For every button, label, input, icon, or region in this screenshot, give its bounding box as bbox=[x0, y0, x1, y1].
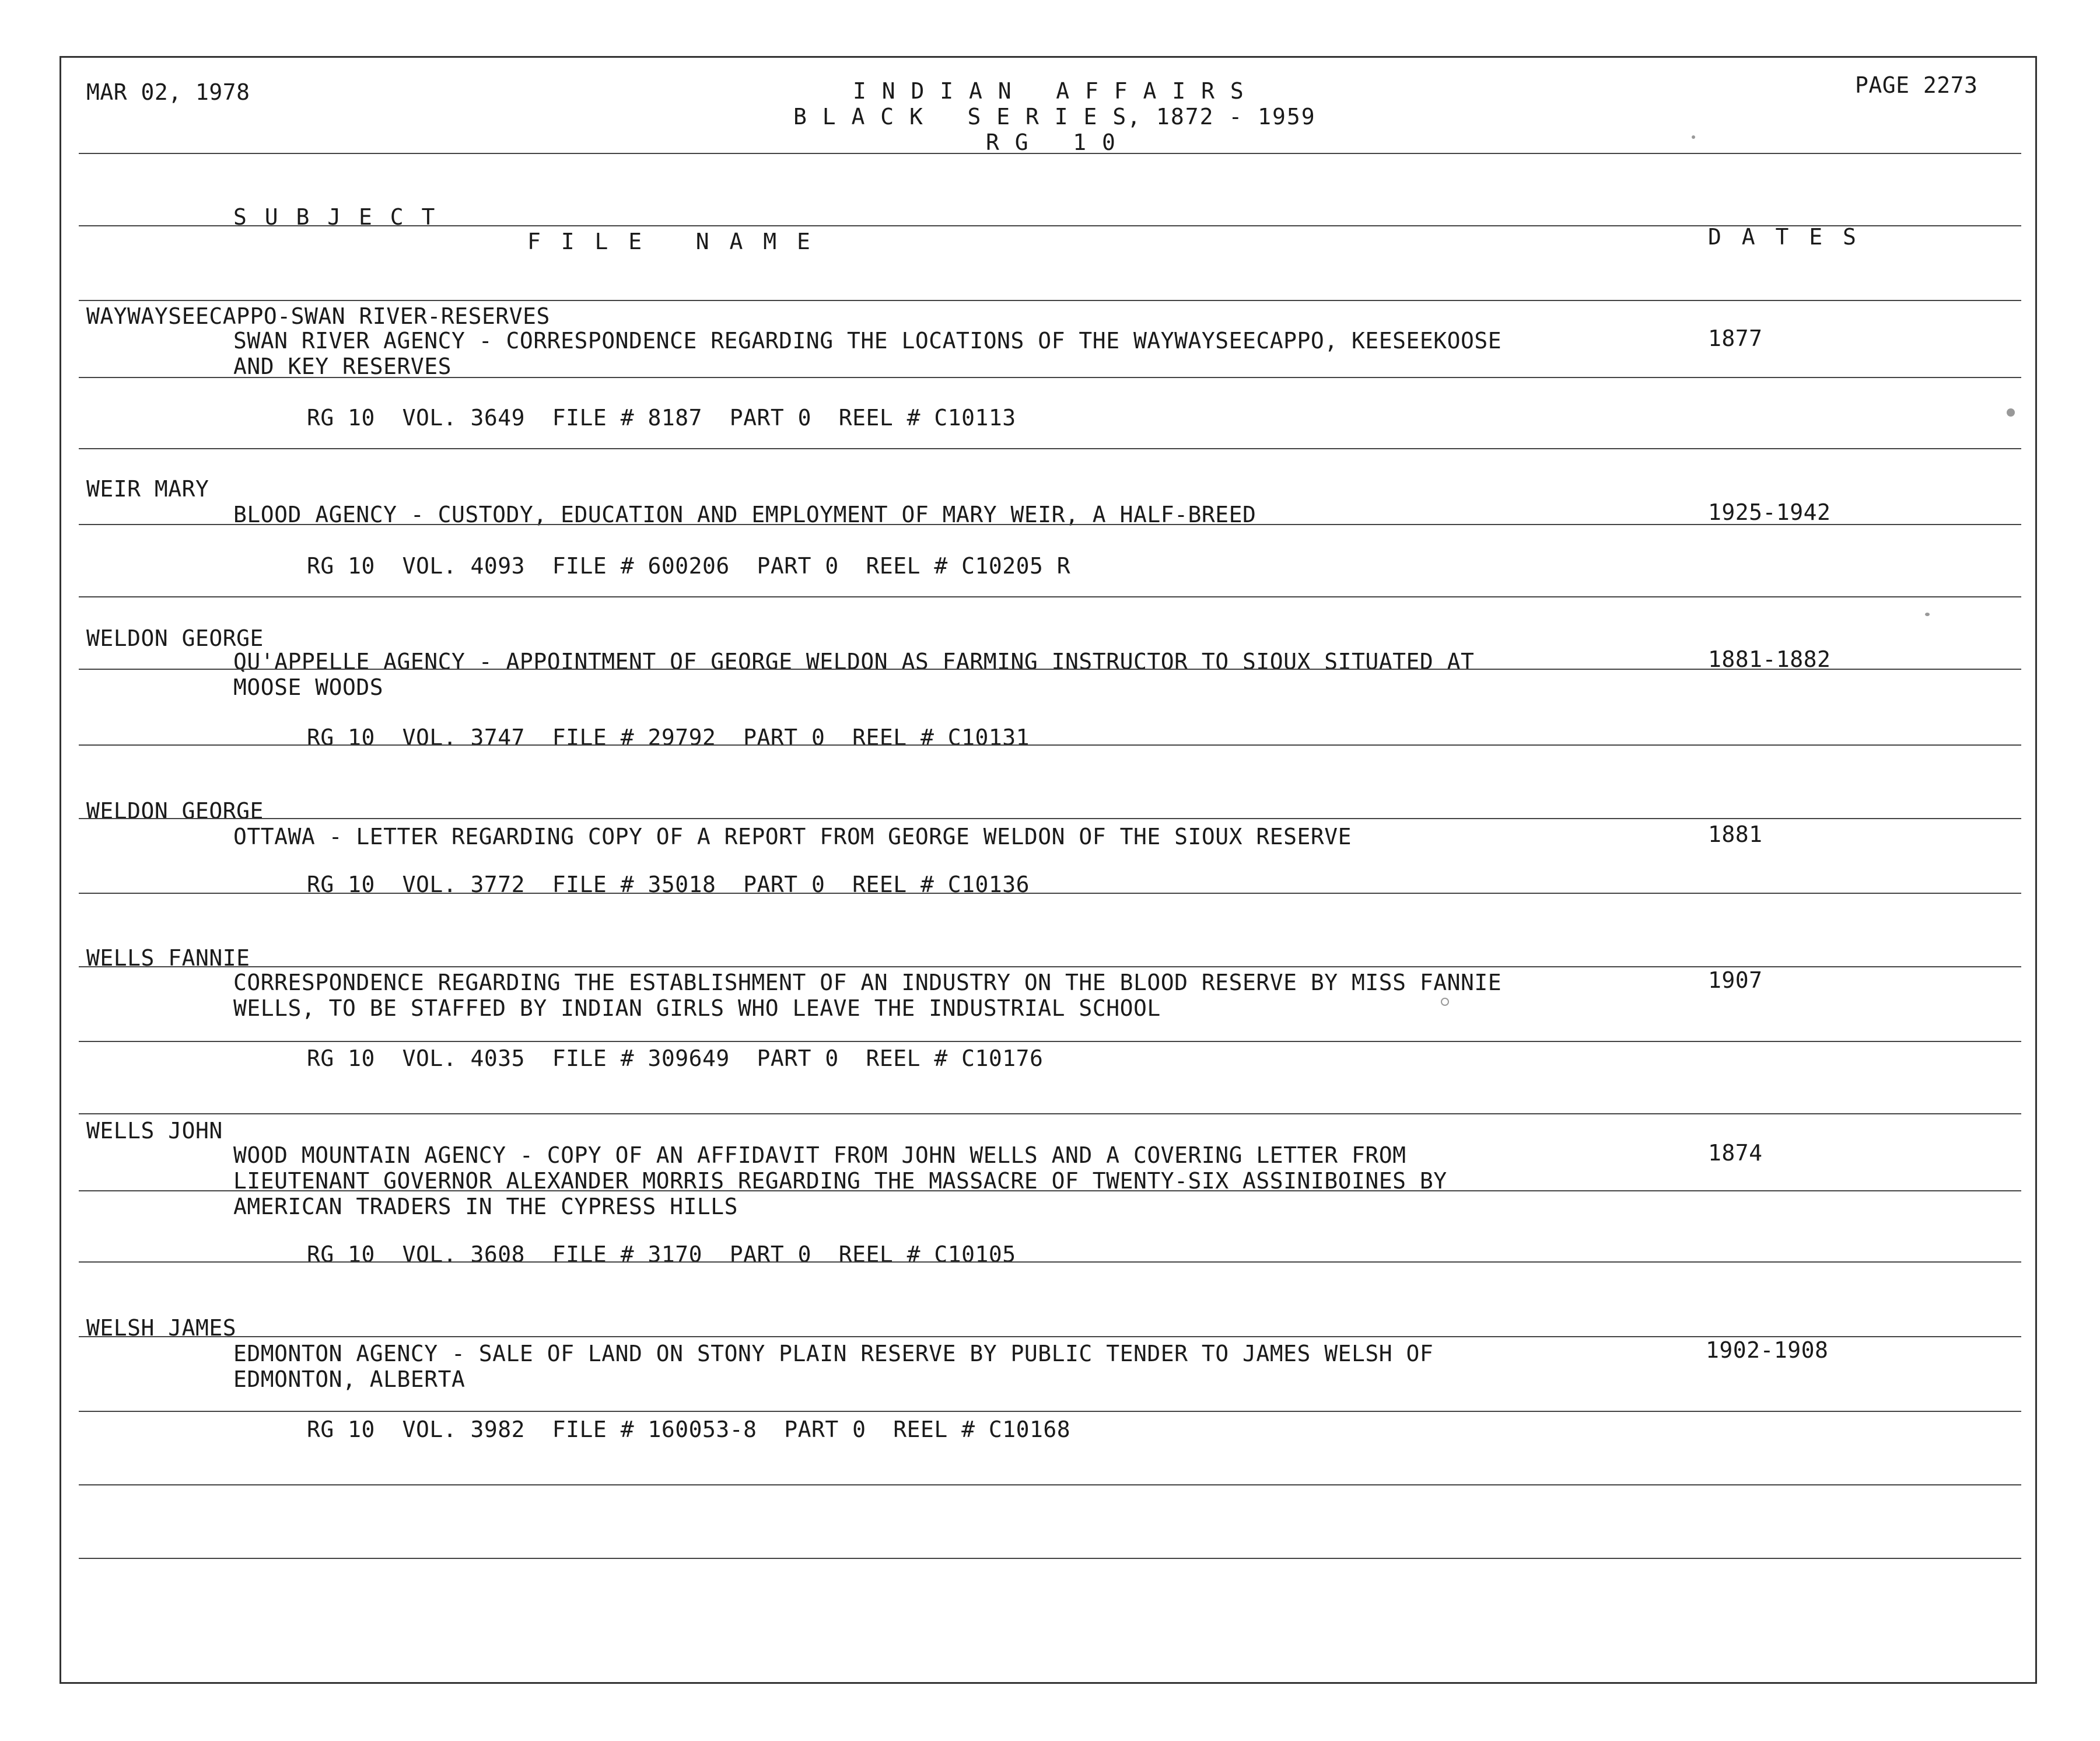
entry-separator bbox=[79, 448, 2021, 449]
entry-description-line: EDMONTON, ALBERTA bbox=[233, 1366, 466, 1392]
entry-rule bbox=[79, 818, 2021, 819]
header-rule bbox=[79, 153, 2021, 154]
entry-description-line: MOOSE WOODS bbox=[233, 674, 384, 700]
entry-description-line: WOOD MOUNTAIN AGENCY - COPY OF AN AFFIDAVIT FROM JOHN WELLS AND A COVERING LETTER FROM bbox=[233, 1142, 1406, 1168]
title-line-3: R G 1 0 bbox=[986, 130, 1116, 155]
entry-rule bbox=[79, 966, 2021, 967]
entry-subject: WELLS FANNIE bbox=[86, 945, 250, 971]
entry-reference: RG 10 VOL. 3649 FILE # 8187 PART 0 REEL # C10113 bbox=[307, 405, 1016, 431]
entry-reference: RG 10 VOL. 3747 FILE # 29792 PART 0 REEL # C10131 bbox=[307, 725, 1030, 750]
entry-separator bbox=[79, 1113, 2021, 1114]
entry-separator bbox=[79, 1261, 2021, 1263]
page-number: PAGE 2273 bbox=[1855, 72, 1978, 98]
title-line-1: I N D I A N A F F A I R S bbox=[853, 78, 1245, 104]
entry-description-line: WELLS, TO BE STAFFED BY INDIAN GIRLS WHO LEAVE THE INDUSTRIAL SCHOOL bbox=[233, 995, 1161, 1021]
column-header-subject: S U B J E C T bbox=[233, 204, 438, 230]
title-line-2: B L A C K S E R I E S, 1872 - 1959 bbox=[793, 104, 1316, 130]
entry-dates: 1874 bbox=[1708, 1140, 1763, 1166]
entry-rule bbox=[79, 524, 2021, 525]
entry-rule bbox=[79, 377, 2021, 378]
entry-dates: 1925-1942 bbox=[1708, 499, 1831, 525]
entry-separator bbox=[79, 893, 2021, 894]
print-date: MAR 02, 1978 bbox=[86, 79, 250, 105]
entry-subject: WAYWAYSEECAPPO-SWAN RIVER-RESERVES bbox=[86, 303, 550, 329]
entry-rule bbox=[79, 1041, 2021, 1042]
column-header-dates: D A T E S bbox=[1708, 224, 1860, 250]
entry-rule bbox=[79, 1411, 2021, 1412]
entry-description-line: OTTAWA - LETTER REGARDING COPY OF A REPORT FROM GEORGE WELDON OF THE SIOUX RESERVE bbox=[233, 824, 1352, 849]
entry-separator bbox=[79, 744, 2021, 746]
entry-dates: 1902-1908 bbox=[1706, 1337, 1829, 1363]
column-header-file-name: F I L E N A M E bbox=[527, 229, 814, 254]
entry-description-line: AMERICAN TRADERS IN THE CYPRESS HILLS bbox=[233, 1194, 738, 1219]
entry-subject: WELDON GEORGE bbox=[86, 625, 264, 651]
entry-subject: WELLS JOHN bbox=[86, 1118, 223, 1144]
entry-dates: 1907 bbox=[1708, 967, 1763, 993]
entry-description-line: EDMONTON AGENCY - SALE OF LAND ON STONY PLAIN RESERVE BY PUBLIC TENDER TO JAMES WELSH OF bbox=[233, 1341, 1434, 1366]
entry-description-line: BLOOD AGENCY - CUSTODY, EDUCATION AND EMPLOYMENT OF MARY WEIR, A HALF-BREED bbox=[233, 502, 1256, 527]
scan-speck bbox=[1692, 135, 1695, 139]
entry-description-line: AND KEY RESERVES bbox=[233, 354, 452, 379]
entry-rule bbox=[79, 669, 2021, 670]
entry-dates: 1881-1882 bbox=[1708, 646, 1831, 672]
entry-subject: WELSH JAMES bbox=[86, 1315, 237, 1341]
entry-description-line: QU'APPELLE AGENCY - APPOINTMENT OF GEORGE WELDON AS FARMING INSTRUCTOR TO SIOUX SITUATED AT bbox=[233, 649, 1475, 674]
entry-description-line: CORRESPONDENCE REGARDING THE ESTABLISHMENT OF AN INDUSTRY ON THE BLOOD RESERVE BY MISS FANNIE bbox=[233, 970, 1502, 995]
scan-speck bbox=[1925, 613, 1930, 616]
entry-dates: 1881 bbox=[1708, 821, 1763, 847]
entry-dates: 1877 bbox=[1708, 326, 1763, 351]
entry-description-line: SWAN RIVER AGENCY - CORRESPONDENCE REGARDING THE LOCATIONS OF THE WAYWAYSEECAPPO, KEESEEKOOSE bbox=[233, 328, 1502, 354]
entry-reference: RG 10 VOL. 3772 FILE # 35018 PART 0 REEL # C10136 bbox=[307, 872, 1030, 897]
scan-speck bbox=[1441, 998, 1449, 1006]
entry-rule bbox=[79, 1190, 2021, 1191]
entry-separator bbox=[79, 596, 2021, 597]
entry-separator bbox=[79, 1484, 2021, 1485]
blank-row-rule bbox=[79, 1558, 2021, 1559]
entry-reference: RG 10 VOL. 3608 FILE # 3170 PART 0 REEL # C10105 bbox=[307, 1242, 1016, 1267]
entry-subject: WELDON GEORGE bbox=[86, 798, 264, 824]
scan-speck bbox=[2007, 408, 2015, 417]
entry-reference: RG 10 VOL. 3982 FILE # 160053-8 PART 0 REEL # C10168 bbox=[307, 1417, 1071, 1442]
entry-reference: RG 10 VOL. 4093 FILE # 600206 PART 0 REEL # C10205 R bbox=[307, 553, 1071, 579]
entry-subject: WEIR MARY bbox=[86, 476, 209, 502]
entry-rule bbox=[79, 1336, 2021, 1337]
column-header-rule bbox=[79, 300, 2021, 301]
entry-reference: RG 10 VOL. 4035 FILE # 309649 PART 0 REEL # C10176 bbox=[307, 1046, 1044, 1071]
entry-description-line: LIEUTENANT GOVERNOR ALEXANDER MORRIS REGARDING THE MASSACRE OF TWENTY-SIX ASSINIBOINES BY bbox=[233, 1168, 1447, 1194]
